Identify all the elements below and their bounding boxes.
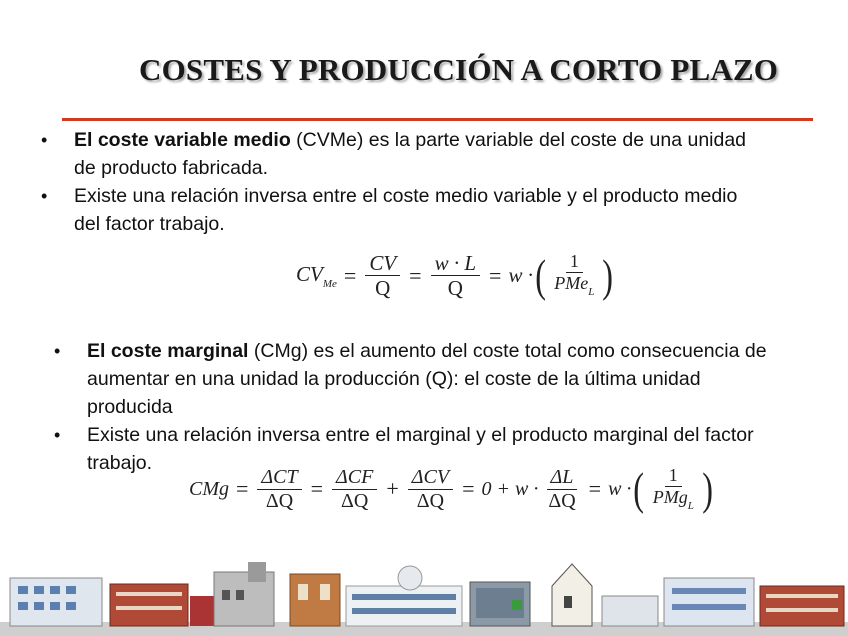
fraction: $\frac{1}{PMg_L}$ [652, 465, 694, 512]
fraction: $\frac{CV}{Q}$ [365, 252, 400, 299]
bullet-dot: • [54, 341, 61, 361]
fraction: $\frac{\text{ΔCV}}{\Delta Q}$ [408, 467, 453, 512]
formula-cmg: CMg = $\frac{\text{ΔCT}}{\Delta Q}$ = $\frac{\text{ΔCF}}{\Delta Q}$ + $\frac{\text{ΔCV}}{\Delta Q}$ = 0 + w · $\frac{\Delta L}{\Delta Q}$ = w · ( $\frac{1}{PMg_L}$ ) [189, 463, 713, 515]
bullet-dot: • [54, 425, 61, 445]
bullet-cvme-definition: • El coste variable medio (CVMe) es la parte variable del coste de una unidad de producto fabricada. [74, 126, 746, 182]
bullet-inverse-relation-average: • Existe una relación inversa entre el coste medio variable y el producto medio del factor trabajo. [74, 182, 737, 238]
fraction: $\frac{\Delta L}{\Delta Q}$ [548, 465, 576, 512]
formula-cvme: $CV_{Me}$ = $\frac{CV}{Q}$ = $\frac{w \cdot L}{Q}$ = w · ( $\frac{1}{PMe_L}$ ) [296, 249, 614, 301]
term-coste-marginal: El coste marginal [87, 340, 249, 362]
buildings-banner-image [0, 556, 848, 636]
fraction: $\frac{\text{ΔCF}}{\Delta Q}$ [332, 467, 377, 512]
fraction: $\frac{\text{ΔCT}}{\Delta Q}$ [257, 467, 301, 512]
slide-title: COSTES Y PRODUCCIÓN A CORTO PLAZO [139, 52, 779, 87]
title-underline [62, 118, 813, 121]
bullet-cmg-definition: • El coste marginal (CMg) es el aumento del coste total como consecuencia de aumentar en una unidad la producción (Q): el coste de la última unidad producida [87, 337, 767, 421]
bullet-inverse-relation-marginal: • Existe una relación inversa entre el marginal y el producto marginal del factor trabajo. [87, 421, 754, 477]
fraction: $\frac{w \cdot L}{Q}$ [431, 252, 480, 299]
bullet-dot: • [41, 130, 48, 150]
fraction: $\frac{1}{PMe_L}$ [554, 251, 595, 299]
term-coste-variable-medio: El coste variable medio [74, 129, 291, 151]
bullet-dot: • [41, 186, 48, 206]
